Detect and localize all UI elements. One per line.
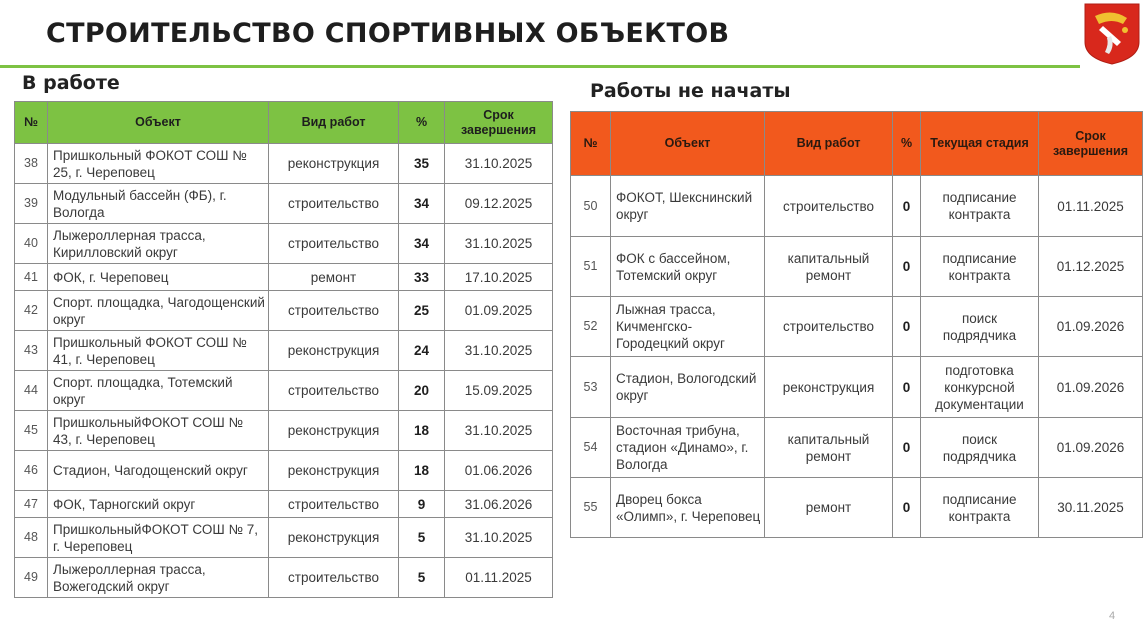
row-number: 42 bbox=[15, 291, 48, 331]
percent-complete: 0 bbox=[893, 418, 921, 478]
title-underline bbox=[0, 65, 1080, 68]
percent-complete: 0 bbox=[893, 176, 921, 237]
deadline-date: 01.09.2026 bbox=[1039, 297, 1143, 357]
deadline-date: 31.10.2025 bbox=[445, 411, 553, 451]
header-deadline: Срок завершения bbox=[445, 102, 553, 144]
deadline-date: 15.09.2025 bbox=[445, 371, 553, 411]
header-number: № bbox=[15, 102, 48, 144]
work-type: ремонт bbox=[765, 478, 893, 538]
current-stage: поиск подрядчика bbox=[921, 297, 1039, 357]
header-deadline: Срок завершения bbox=[1039, 112, 1143, 176]
row-number: 44 bbox=[15, 371, 48, 411]
deadline-date: 01.09.2025 bbox=[445, 291, 553, 331]
work-type: ремонт bbox=[269, 264, 399, 291]
header-work-type: Вид работ bbox=[765, 112, 893, 176]
deadline-date: 31.10.2025 bbox=[445, 518, 553, 558]
deadline-date: 01.06.2026 bbox=[445, 451, 553, 491]
work-type: капитальный ремонт bbox=[765, 418, 893, 478]
table-row bbox=[571, 237, 1143, 297]
table-row bbox=[15, 558, 553, 598]
row-number: 49 bbox=[15, 558, 48, 598]
work-type: строительство bbox=[269, 558, 399, 598]
in-progress-table bbox=[14, 101, 553, 598]
row-number: 46 bbox=[15, 451, 48, 491]
work-type: реконструкция bbox=[269, 451, 399, 491]
percent-complete: 0 bbox=[893, 478, 921, 538]
work-type: реконструкция bbox=[269, 331, 399, 371]
percent-complete: 0 bbox=[893, 237, 921, 297]
percent-complete: 18 bbox=[399, 451, 445, 491]
row-number: 51 bbox=[571, 237, 611, 297]
table-row bbox=[571, 418, 1143, 478]
row-number: 43 bbox=[15, 331, 48, 371]
percent-complete: 24 bbox=[399, 331, 445, 371]
header-object: Объект bbox=[48, 102, 269, 144]
table-row bbox=[15, 144, 553, 184]
table-row bbox=[571, 176, 1143, 237]
object-name: Модульный бассейн (ФБ), г. Вологда bbox=[48, 184, 269, 224]
object-name: Пришкольный ФОКОТ СОШ № 25, г. Череповец bbox=[48, 144, 269, 184]
not-started-table bbox=[570, 111, 1143, 538]
table-header-row bbox=[15, 102, 553, 144]
work-type: строительство bbox=[765, 176, 893, 237]
row-number: 55 bbox=[571, 478, 611, 538]
work-type: реконструкция bbox=[765, 357, 893, 418]
work-type: строительство bbox=[269, 291, 399, 331]
table-row bbox=[571, 357, 1143, 418]
header-current-stage: Текущая стадия bbox=[921, 112, 1039, 176]
object-name: ФОКОТ, Шекснинский округ bbox=[611, 176, 765, 237]
percent-complete: 25 bbox=[399, 291, 445, 331]
row-number: 39 bbox=[15, 184, 48, 224]
header-number: № bbox=[571, 112, 611, 176]
table-row bbox=[15, 331, 553, 371]
work-type: реконструкция bbox=[269, 144, 399, 184]
deadline-date: 30.11.2025 bbox=[1039, 478, 1143, 538]
object-name: Лыжероллерная трасса, Вожегодский округ bbox=[48, 558, 269, 598]
percent-complete: 0 bbox=[893, 357, 921, 418]
table-header-row bbox=[571, 112, 1143, 176]
object-name: ПришкольныйФОКОТ СОШ № 7, г. Череповец bbox=[48, 518, 269, 558]
object-name: Спорт. площадка, Чагодощенский округ bbox=[48, 291, 269, 331]
object-name: Пришкольный ФОКОТ СОШ № 41, г. Череповец bbox=[48, 331, 269, 371]
object-name: Стадион, Вологодский округ bbox=[611, 357, 765, 418]
table-row bbox=[15, 291, 553, 331]
percent-complete: 18 bbox=[399, 411, 445, 451]
work-type: строительство bbox=[765, 297, 893, 357]
table-row bbox=[15, 451, 553, 491]
object-name: ФОК с бассейном, Тотемский округ bbox=[611, 237, 765, 297]
object-name: ПришкольныйФОКОТ СОШ № 43, г. Череповец bbox=[48, 411, 269, 451]
deadline-date: 01.09.2026 bbox=[1039, 357, 1143, 418]
deadline-date: 01.09.2026 bbox=[1039, 418, 1143, 478]
work-type: строительство bbox=[269, 371, 399, 411]
work-type: реконструкция bbox=[269, 518, 399, 558]
object-name: Спорт. площадка, Тотемский округ bbox=[48, 371, 269, 411]
deadline-date: 01.11.2025 bbox=[445, 558, 553, 598]
percent-complete: 34 bbox=[399, 224, 445, 264]
percent-complete: 34 bbox=[399, 184, 445, 224]
deadline-date: 31.06.2026 bbox=[445, 491, 553, 518]
work-type: строительство bbox=[269, 224, 399, 264]
row-number: 41 bbox=[15, 264, 48, 291]
object-name: Лыжероллерная трасса, Кирилловский округ bbox=[48, 224, 269, 264]
object-name: Стадион, Чагодощенский округ bbox=[48, 451, 269, 491]
page-number: 4 bbox=[1109, 610, 1116, 622]
percent-complete: 20 bbox=[399, 371, 445, 411]
work-type: капитальный ремонт bbox=[765, 237, 893, 297]
header-object: Объект bbox=[611, 112, 765, 176]
row-number: 50 bbox=[571, 176, 611, 237]
table-row bbox=[571, 478, 1143, 538]
table-row bbox=[571, 297, 1143, 357]
in-progress-heading: В работе bbox=[22, 72, 120, 94]
table-row bbox=[15, 264, 553, 291]
percent-complete: 33 bbox=[399, 264, 445, 291]
table-row bbox=[15, 184, 553, 224]
row-number: 48 bbox=[15, 518, 48, 558]
header-work-type: Вид работ bbox=[269, 102, 399, 144]
deadline-date: 31.10.2025 bbox=[445, 224, 553, 264]
deadline-date: 17.10.2025 bbox=[445, 264, 553, 291]
table-row bbox=[15, 224, 553, 264]
row-number: 40 bbox=[15, 224, 48, 264]
current-stage: подписание контракта bbox=[921, 176, 1039, 237]
work-type: реконструкция bbox=[269, 411, 399, 451]
object-name: ФОК, Тарногский округ bbox=[48, 491, 269, 518]
header-percent: % bbox=[893, 112, 921, 176]
percent-complete: 0 bbox=[893, 297, 921, 357]
row-number: 53 bbox=[571, 357, 611, 418]
page-title: СТРОИТЕЛЬСТВО СПОРТИВНЫХ ОБЪЕКТОВ bbox=[46, 18, 730, 49]
row-number: 38 bbox=[15, 144, 48, 184]
work-type: строительство bbox=[269, 184, 399, 224]
row-number: 52 bbox=[571, 297, 611, 357]
deadline-date: 01.11.2025 bbox=[1039, 176, 1143, 237]
table-row bbox=[15, 411, 553, 451]
table-row bbox=[15, 491, 553, 518]
object-name: Лыжная трасса, Кичменгско-Городецкий округ bbox=[611, 297, 765, 357]
current-stage: подготовка конкурсной документации bbox=[921, 357, 1039, 418]
not-started-heading: Работы не начаты bbox=[590, 80, 791, 102]
percent-complete: 9 bbox=[399, 491, 445, 518]
percent-complete: 5 bbox=[399, 518, 445, 558]
deadline-date: 31.10.2025 bbox=[445, 144, 553, 184]
vologda-coat-of-arms-icon bbox=[1081, 2, 1143, 66]
deadline-date: 01.12.2025 bbox=[1039, 237, 1143, 297]
percent-complete: 5 bbox=[399, 558, 445, 598]
current-stage: подписание контракта bbox=[921, 478, 1039, 538]
object-name: ФОК, г. Череповец bbox=[48, 264, 269, 291]
row-number: 54 bbox=[571, 418, 611, 478]
table-row bbox=[15, 518, 553, 558]
current-stage: подписание контракта bbox=[921, 237, 1039, 297]
object-name: Дворец бокса «Олимп», г. Череповец bbox=[611, 478, 765, 538]
deadline-date: 31.10.2025 bbox=[445, 331, 553, 371]
header-percent: % bbox=[399, 102, 445, 144]
work-type: строительство bbox=[269, 491, 399, 518]
object-name: Восточная трибуна, стадион «Динамо», г. Вологда bbox=[611, 418, 765, 478]
row-number: 45 bbox=[15, 411, 48, 451]
table-row bbox=[15, 371, 553, 411]
percent-complete: 35 bbox=[399, 144, 445, 184]
current-stage: поиск подрядчика bbox=[921, 418, 1039, 478]
deadline-date: 09.12.2025 bbox=[445, 184, 553, 224]
row-number: 47 bbox=[15, 491, 48, 518]
